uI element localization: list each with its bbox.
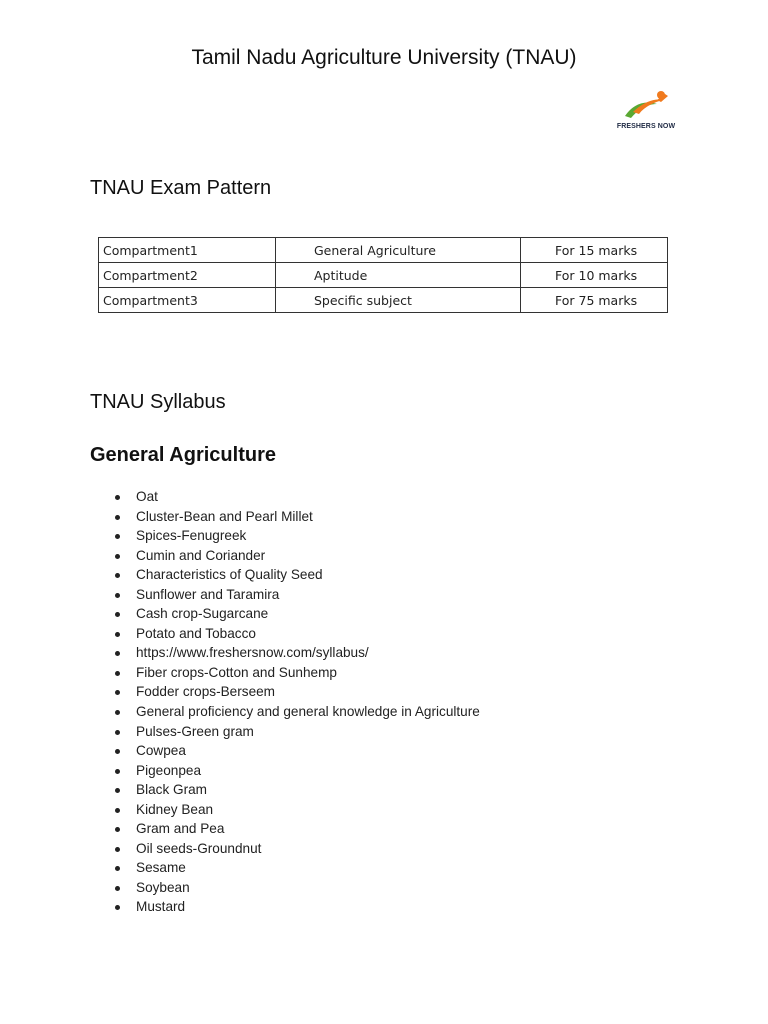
- list-item: [107, 819, 480, 839]
- bullet-icon: [115, 710, 120, 715]
- list-item: [107, 546, 480, 566]
- bullet-icon: [115, 671, 120, 676]
- bullet-icon: [115, 632, 120, 637]
- list-item: [107, 761, 480, 781]
- list-item-text: Kidney Bean: [136, 801, 214, 817]
- bullet-icon: [115, 827, 120, 832]
- topic-list: [107, 487, 480, 917]
- marks-cell: For 15 marks: [521, 238, 668, 263]
- syllabus-heading: TNAU Syllabus: [90, 391, 226, 413]
- exam-pattern-heading: TNAU Exam Pattern: [90, 177, 272, 199]
- list-item-text: Spices-Fenugreek: [136, 528, 247, 544]
- list-item-text: General proficiency and general knowledge in Agriculture: [136, 704, 480, 720]
- bullet-icon: [115, 808, 120, 813]
- list-item: [107, 604, 480, 624]
- bullet-icon: [115, 612, 120, 617]
- subject-cell: General Agriculture: [276, 238, 521, 263]
- bullet-icon: [115, 769, 120, 774]
- compartment-cell: Compartment2: [99, 263, 276, 288]
- bullet-icon: [115, 495, 120, 500]
- list-item: [107, 643, 480, 663]
- bullet-icon: [115, 730, 120, 735]
- list-item-text: Fiber crops-Cotton and Sunhemp: [136, 664, 337, 680]
- list-item: [107, 858, 480, 878]
- bullet-icon: [115, 788, 120, 793]
- list-item-text: Pulses-Green gram: [136, 723, 254, 739]
- list-item-text: Characteristics of Quality Seed: [136, 567, 323, 583]
- list-item-text: Oil seeds-Groundnut: [136, 840, 262, 856]
- list-item: [107, 741, 480, 761]
- document-title: Tamil Nadu Agriculture University (TNAU): [191, 46, 577, 69]
- bullet-icon: [115, 554, 120, 559]
- list-item: [107, 663, 480, 683]
- list-item-text: Oat: [136, 489, 158, 504]
- list-item: [107, 897, 480, 917]
- list-item: [107, 878, 480, 898]
- subject-cell: Aptitude: [276, 263, 521, 288]
- list-item-text: Sesame: [136, 860, 186, 876]
- marks-cell: For 10 marks: [521, 263, 668, 288]
- bullet-icon: [115, 593, 120, 598]
- bullet-icon: [115, 515, 120, 520]
- bullet-icon: [115, 651, 120, 656]
- list-item: [107, 800, 480, 820]
- list-item-text: Black Gram: [136, 782, 208, 798]
- list-item-text: Sunflower and Taramira: [136, 586, 280, 602]
- bullet-icon: [115, 905, 120, 910]
- list-item: [107, 585, 480, 605]
- list-item-text: Mustard: [136, 899, 186, 915]
- table-row: [99, 288, 668, 313]
- list-item: [107, 526, 480, 546]
- list-item: [107, 682, 480, 702]
- table-row: [99, 238, 668, 263]
- exam-pattern-table: [98, 237, 668, 313]
- list-item-text: Cash crop-Sugarcane: [136, 606, 269, 622]
- bullet-icon: [115, 886, 120, 891]
- marks-cell: For 75 marks: [521, 288, 668, 313]
- logo-text: FRESHERS NOW: [616, 123, 676, 130]
- compartment-cell: Compartment3: [99, 288, 276, 313]
- list-item: [107, 624, 480, 644]
- section-heading: General Agriculture: [90, 444, 276, 466]
- freshers-now-logo: [611, 90, 681, 134]
- compartment-cell: Compartment1: [99, 238, 276, 263]
- list-item: [107, 780, 480, 800]
- bullet-icon: [115, 573, 120, 578]
- list-item: [107, 507, 480, 527]
- list-item-text: Cowpea: [136, 743, 186, 759]
- list-item: [107, 839, 480, 859]
- table-row: [99, 263, 668, 288]
- list-item-text: Fodder crops-Berseem: [136, 684, 276, 700]
- list-item-text: Potato and Tobacco: [136, 625, 256, 641]
- list-item: [107, 565, 480, 585]
- subject-cell: Specific subject: [276, 288, 521, 313]
- list-item: [107, 487, 480, 507]
- list-item-text: Gram and Pea: [136, 821, 225, 837]
- list-item: [107, 702, 480, 722]
- runner-logo-icon: [611, 90, 681, 124]
- bullet-icon: [115, 847, 120, 852]
- list-item-text: Cumin and Coriander: [136, 547, 266, 563]
- list-item-text: Pigeonpea: [136, 762, 202, 778]
- bullet-icon: [115, 749, 120, 754]
- list-item-text: Soybean: [136, 879, 190, 895]
- list-item: [107, 722, 480, 742]
- bullet-icon: [115, 534, 120, 539]
- list-item-text: Cluster-Bean and Pearl Millet: [136, 508, 313, 524]
- bullet-icon: [115, 690, 120, 695]
- bullet-icon: [115, 866, 120, 871]
- list-item-text: https://www.freshersnow.com/syllabus/: [136, 645, 369, 661]
